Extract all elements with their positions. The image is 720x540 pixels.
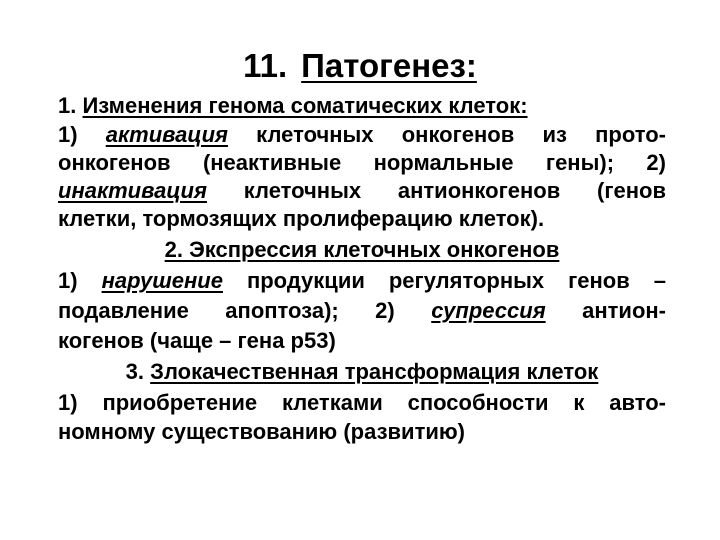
text-fragment: 1)	[58, 122, 78, 147]
text-fragment: подавление апоптоза); 2)	[58, 298, 395, 323]
section1-line-3	[58, 178, 666, 204]
text-fragment: 1)	[58, 268, 78, 293]
section2-heading	[58, 237, 666, 263]
section1-line-1	[58, 122, 666, 148]
term-inactivation: инактивация	[58, 178, 207, 203]
text-fragment: номному существованию (развитию)	[58, 419, 465, 444]
text-fragment: клеточных онкогенов из прото-	[256, 122, 666, 147]
text-fragment: онкогенов (неактивные нормальные гены); 2)	[58, 150, 666, 175]
section2-line-3	[58, 328, 666, 354]
text-fragment: клеточных антионкогенов (генов	[243, 178, 666, 203]
term-suppression: супрессия	[431, 298, 546, 323]
section2-line-2	[58, 298, 666, 324]
title-text: Патогенез:	[301, 47, 477, 84]
text-fragment: когенов (чаще – гена р53)	[58, 328, 336, 353]
section2-heading-text: 2. Экспрессия клеточных онкогенов	[164, 237, 560, 262]
section1-heading-text: Изменения генома соматических клеток:	[82, 93, 528, 118]
section2-line-1	[58, 268, 666, 294]
text-fragment: 1)	[58, 390, 78, 415]
section3-heading	[58, 359, 666, 385]
text-fragment: антион-	[582, 298, 666, 323]
slide-title	[0, 46, 720, 86]
section3-line-2	[58, 419, 666, 445]
text-fragment: приобретение клетками способности к авто-	[102, 390, 666, 415]
section3-heading-text: Злокачественная трансформация клеток	[150, 359, 599, 384]
term-disruption: нарушение	[101, 268, 223, 293]
section3-heading-number: 3.	[125, 359, 145, 384]
section1-line-4	[58, 206, 666, 232]
text-fragment: продукции регуляторных генов –	[246, 268, 666, 293]
text-fragment: клетки, тормозящих пролиферацию клеток).	[58, 206, 545, 231]
section1-heading	[58, 93, 666, 119]
title-number: 11.	[243, 47, 288, 84]
section1-line-2	[58, 150, 666, 176]
section1-heading-number: 1.	[58, 93, 77, 118]
section3-line-1	[58, 390, 666, 416]
term-activation: активация	[105, 122, 228, 147]
